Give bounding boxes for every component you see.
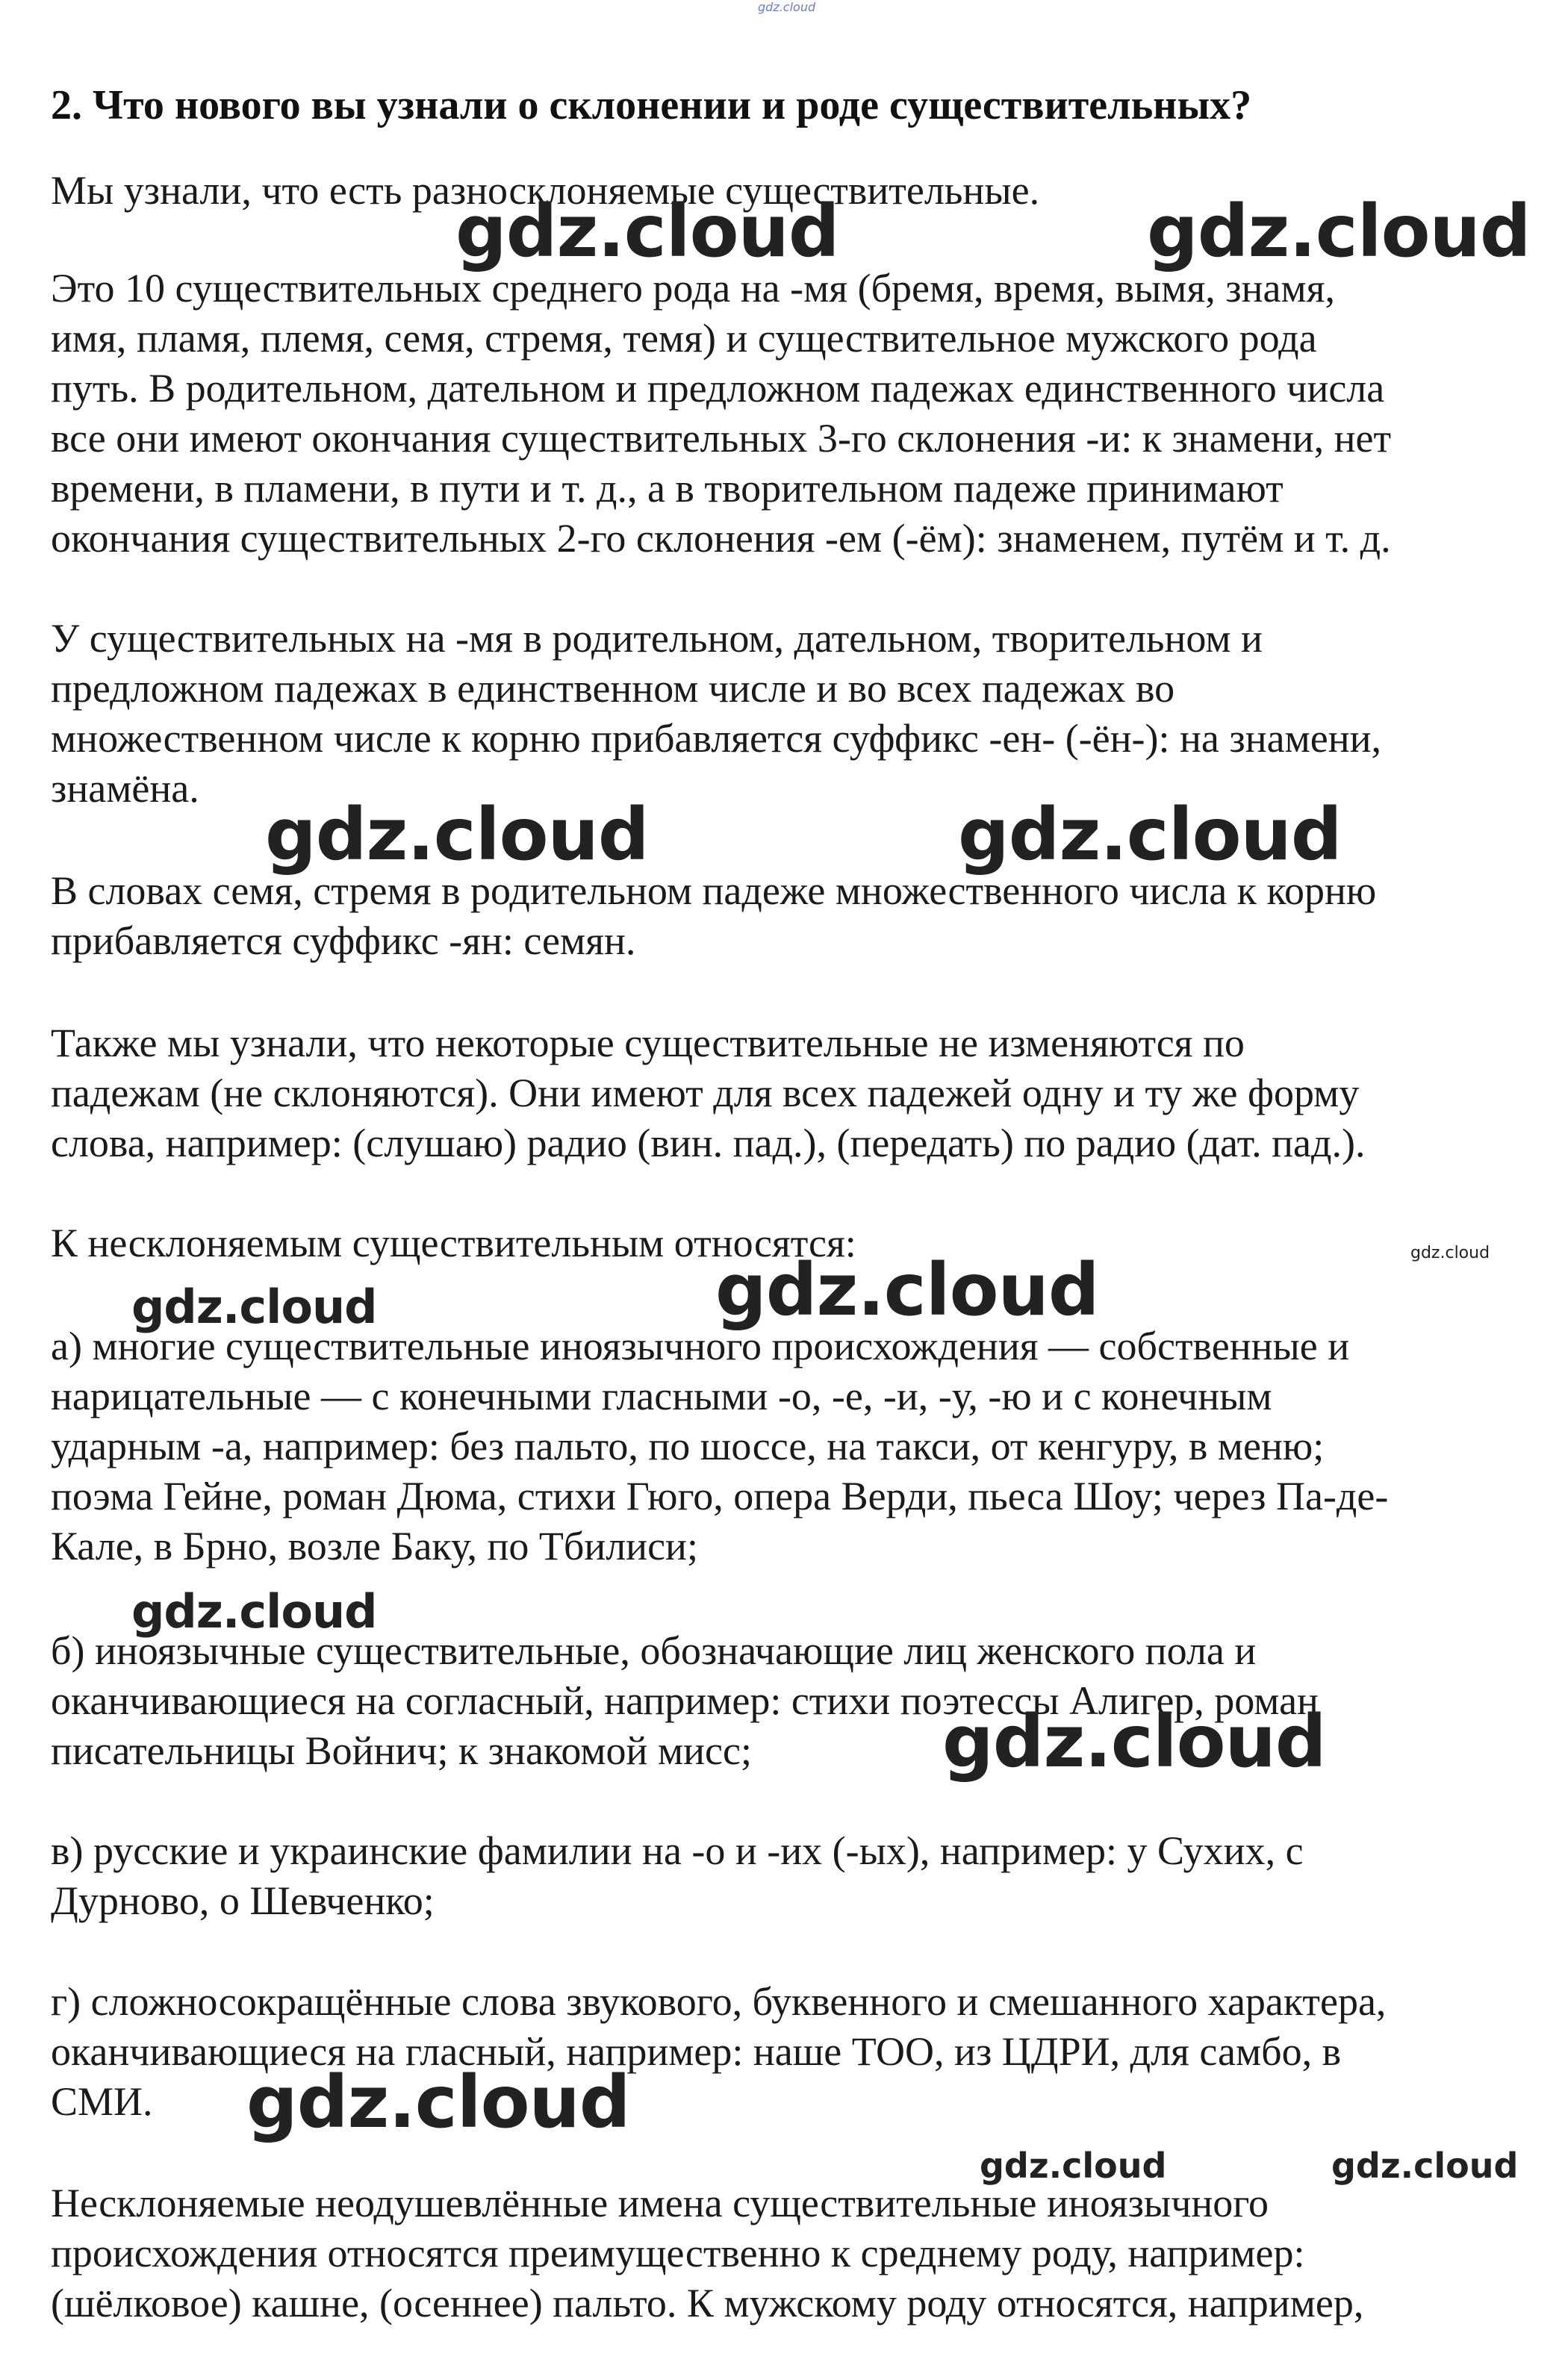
watermark: gdz.cloud [958, 793, 1342, 876]
text-line: окончания существительных 2-го склонения -ем (-ём): знаменем, путём и т. д. [51, 516, 1391, 561]
paragraph-raznosklon [51, 264, 1522, 564]
text-line: Кале, в Брно, возле Баку, по Тбилиси; [51, 1524, 698, 1569]
watermark: gdz.cloud [942, 1700, 1326, 1784]
text-line: Дурново, о Шевченко; [51, 1878, 435, 1923]
text-line: знамёна. [51, 766, 199, 811]
text-line: поэма Гейне, роман Дюма, стихи Гюго, опера Верди, пьеса Шоу; через Па-де- [51, 1474, 1389, 1518]
text-line: все они имеют окончания существительных 3-го склонения -и: к знамени, нет [51, 416, 1392, 461]
text-line: писательницы Войнич; к знакомой мисс; [51, 1728, 752, 1773]
text-line: множественном числе к корню прибавляется суффикс -ен- (-ён-): на знамени, [51, 716, 1381, 761]
watermark: gdz.cloud [455, 190, 839, 273]
paragraph-suffix-en [51, 614, 1522, 814]
watermark: gdz.cloud [1331, 2146, 1519, 2186]
text-line: СМИ. [51, 2079, 153, 2124]
text-line: происхождения относятся преимущественно к среднему роду, например: [51, 2231, 1305, 2275]
text-line: а) многие существительные иноязычного происхождения — собственные и [51, 1324, 1350, 1368]
text-line: слова, например: (слушаю) радио (вин. пад.), (передать) по радио (дат. пад.). [51, 1121, 1366, 1165]
text-line: падежам (не склоняются). Они имеют для всех падежей одну и ту же форму [51, 1071, 1360, 1115]
watermark: gdz.cloud [265, 793, 649, 876]
text-line: предложном падежах в единственном числе и во всех падежах во [51, 666, 1175, 711]
text-line: нарицательные — с конечными гласными -о, -е, -и, -у, -ю и с конечным [51, 1374, 1272, 1418]
text-line: Несклоняемые неодушевлённые имена существительные иноязычного [51, 2181, 1269, 2225]
text-line: (шёлковое) кашне, (осеннее) пальто. К мужскому роду относятся, например, [51, 2281, 1364, 2326]
watermark: gdz.cloud [1410, 1244, 1490, 1262]
text-line: в) русские и украинские фамилии на -о и -их (-ых), например: у Сухих, с [51, 1828, 1304, 1873]
watermark: gdz.cloud [715, 1248, 1099, 1332]
paragraph-item-a [51, 1321, 1522, 1571]
header-watermark: gdz.cloud [758, 0, 816, 14]
text-line: Также мы узнали, что некоторые существительные не изменяются по [51, 1021, 1245, 1065]
watermark: gdz.cloud [131, 1280, 377, 1334]
watermark: gdz.cloud [246, 2060, 630, 2144]
watermark: gdz.cloud [980, 2146, 1167, 2186]
text-line: В словах семя, стремя в родительном падеже множественного числа к корню [51, 868, 1377, 913]
text-line: б) иноязычные существительные, обозначающие лиц женского пола и [51, 1628, 1257, 1673]
paragraph-gender [51, 2178, 1522, 2328]
text-line: путь. В родительном, дательном и предложном падежах единственного числа [51, 366, 1385, 411]
question-heading: 2. Что нового вы узнали о склонении и роде существительных? [51, 82, 1252, 128]
paragraph-indeclinable [51, 1018, 1522, 1168]
text-line: У существительных на -мя в родительном, дательном, творительном и [51, 616, 1263, 661]
paragraph-suffix-yan [51, 866, 1522, 966]
watermark: gdz.cloud [131, 1584, 377, 1639]
text-line: имя, пламя, племя, семя, стремя, темя) и существительное мужского рода [51, 316, 1317, 361]
text-line: Мы узнали, что есть разносклоняемые существительные. [51, 168, 1040, 213]
text-line: времени, в пламени, в пути и т. д., а в творительном падеже принимают [51, 466, 1284, 511]
paragraph-item-v [51, 1826, 1522, 1926]
text-line: оканчивающиеся на гласный, например: наше ТОО, из ЦДРИ, для самбо, в [51, 2029, 1342, 2074]
text-line: Это 10 существительных среднего рода на -мя (бремя, время, вымя, знамя, [51, 266, 1335, 311]
text-line: прибавляется суффикс -ян: семян. [51, 918, 636, 963]
watermark: gdz.cloud [1147, 190, 1531, 273]
text-line: ударным -а, например: без пальто, по шоссе, на такси, от кенгуру, в меню; [51, 1424, 1325, 1468]
text-line: г) сложносокращённые слова звукового, буквенного и смешанного характера, [51, 1979, 1387, 2024]
text-line: К несклоняемым существительным относятся: [51, 1221, 856, 1265]
text-line: оканчивающиеся на согласный, например: стихи поэтессы Алигер, роман [51, 1678, 1319, 1723]
